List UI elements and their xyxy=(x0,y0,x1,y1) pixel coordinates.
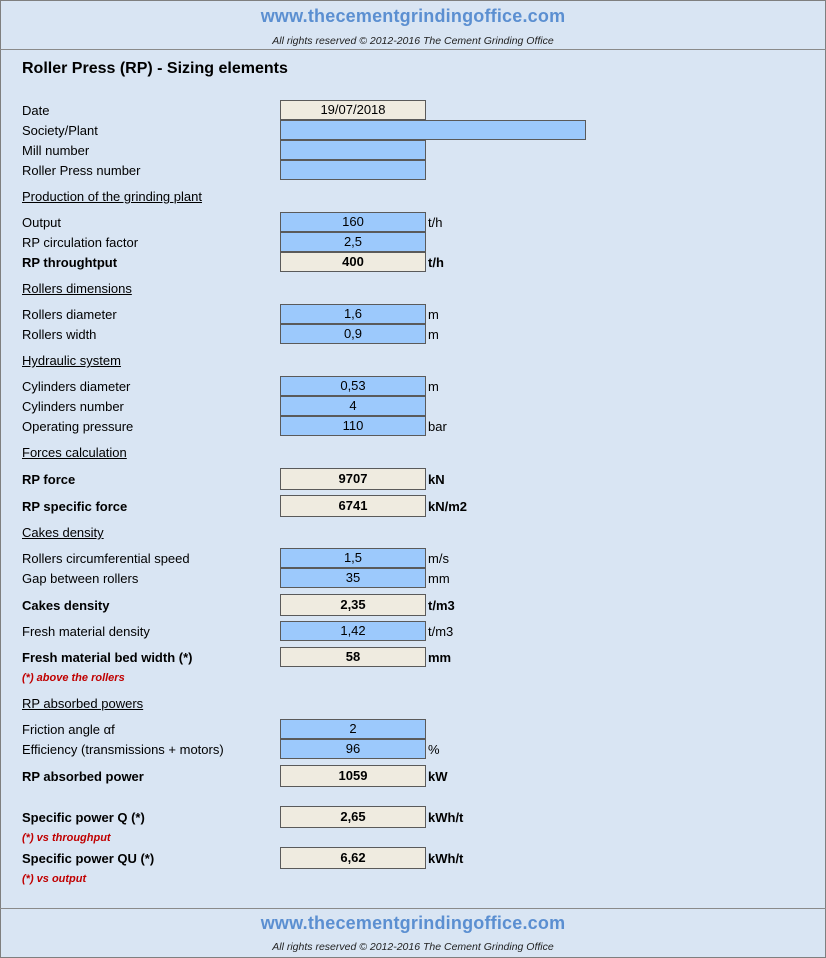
efficiency-unit: % xyxy=(428,742,440,757)
rp-force-value: 9707 xyxy=(280,468,426,490)
bed-width-label: Fresh material bed width (*) xyxy=(22,650,193,665)
gap-label: Gap between rollers xyxy=(22,571,139,586)
cakes-density-label: Cakes density xyxy=(22,598,110,613)
header-divider xyxy=(0,49,826,50)
specific-power-q-value: 2,65 xyxy=(280,806,426,828)
circumferential-speed-label: Rollers circumferential speed xyxy=(22,551,190,566)
circumferential-speed-field[interactable]: 1,5 xyxy=(280,548,426,568)
section-hydraulic: Hydraulic system xyxy=(22,353,121,368)
efficiency-label: Efficiency (transmissions + motors) xyxy=(22,742,224,757)
output-field[interactable]: 160 xyxy=(280,212,426,232)
circulation-factor-label: RP circulation factor xyxy=(22,235,139,250)
gap-field[interactable]: 35 xyxy=(280,568,426,588)
footer-site-link[interactable]: www.thecementgrindingoffice.com xyxy=(260,913,566,933)
specific-power-qu-unit: kWh/t xyxy=(428,851,464,866)
header-site-link[interactable]: www.thecementgrindingoffice.com xyxy=(260,6,566,26)
section-rollers: Rollers dimensions xyxy=(22,281,132,296)
bed-width-note: (*) above the rollers xyxy=(22,672,125,684)
fresh-density-field[interactable]: 1,42 xyxy=(280,621,426,641)
specific-power-q-note: (*) vs throughput xyxy=(22,832,111,844)
rollers-diameter-label: Rollers diameter xyxy=(22,307,117,322)
section-powers: RP absorbed powers xyxy=(22,696,144,711)
rollers-diameter-unit: m xyxy=(428,307,439,322)
section-forces: Forces calculation xyxy=(22,445,127,460)
specific-power-qu-label: Specific power QU (*) xyxy=(22,851,155,866)
rollers-width-field[interactable]: 0,9 xyxy=(280,324,426,344)
output-label: Output xyxy=(22,215,62,230)
section-cakes: Cakes density xyxy=(22,525,104,540)
date-label: Date xyxy=(22,103,50,118)
rp-force-label: RP force xyxy=(22,472,76,487)
society-field[interactable] xyxy=(280,120,586,140)
cylinders-diameter-field[interactable]: 0,53 xyxy=(280,376,426,396)
cylinders-number-label: Cylinders number xyxy=(22,399,124,414)
rollers-diameter-field[interactable]: 1,6 xyxy=(280,304,426,324)
header-rights: All rights reserved © 2012-2016 The Cement Grinding Office xyxy=(272,35,554,47)
fresh-density-label: Fresh material density xyxy=(22,624,150,639)
rp-number-label: Roller Press number xyxy=(22,163,141,178)
operating-pressure-label: Operating pressure xyxy=(22,419,134,434)
cylinders-diameter-unit: m xyxy=(428,379,439,394)
absorbed-power-label: RP absorbed power xyxy=(22,769,144,784)
rollers-width-unit: m xyxy=(428,327,439,342)
bed-width-value: 58 xyxy=(280,647,426,667)
operating-pressure-field[interactable]: 110 xyxy=(280,416,426,436)
circumferential-speed-unit: m/s xyxy=(428,551,449,566)
specific-power-q-unit: kWh/t xyxy=(428,810,464,825)
mill-number-label: Mill number xyxy=(22,143,90,158)
rollers-width-label: Rollers width xyxy=(22,327,97,342)
operating-pressure-unit: bar xyxy=(428,419,447,434)
section-production: Production of the grinding plant xyxy=(22,189,202,204)
circulation-factor-field[interactable]: 2,5 xyxy=(280,232,426,252)
rp-throughput-label: RP throughtput xyxy=(22,255,118,270)
date-field[interactable]: 19/07/2018 xyxy=(280,100,426,120)
gap-unit: mm xyxy=(428,571,450,586)
absorbed-power-value: 1059 xyxy=(280,765,426,787)
rp-force-unit: kN xyxy=(428,472,445,487)
cylinders-number-field[interactable]: 4 xyxy=(280,396,426,416)
friction-angle-label: Friction angle αf xyxy=(22,722,115,737)
output-unit: t/h xyxy=(428,215,443,230)
rp-specific-force-value: 6741 xyxy=(280,495,426,517)
specific-power-q-label: Specific power Q (*) xyxy=(22,810,145,825)
cakes-density-unit: t/m3 xyxy=(428,598,455,613)
rp-number-field[interactable] xyxy=(280,160,426,180)
rp-specific-force-unit: kN/m2 xyxy=(428,499,468,514)
absorbed-power-unit: kW xyxy=(428,769,448,784)
specific-power-qu-value: 6,62 xyxy=(280,847,426,869)
page-title: Roller Press (RP) - Sizing elements xyxy=(22,60,288,77)
efficiency-field[interactable]: 96 xyxy=(280,739,426,759)
society-label: Society/Plant xyxy=(22,123,98,138)
bed-width-unit: mm xyxy=(428,650,452,665)
cakes-density-value: 2,35 xyxy=(280,594,426,616)
rp-throughput-unit: t/h xyxy=(428,255,444,270)
rp-throughput-value: 400 xyxy=(280,252,426,272)
mill-number-field[interactable] xyxy=(280,140,426,160)
friction-angle-field[interactable]: 2 xyxy=(280,719,426,739)
specific-power-qu-note: (*) vs output xyxy=(22,873,87,885)
rp-specific-force-label: RP specific force xyxy=(22,499,128,514)
footer-rights: All rights reserved © 2012-2016 The Cement Grinding Office xyxy=(272,941,554,953)
fresh-density-unit: t/m3 xyxy=(428,624,454,639)
cylinders-diameter-label: Cylinders diameter xyxy=(22,379,131,394)
footer-divider xyxy=(0,908,826,909)
